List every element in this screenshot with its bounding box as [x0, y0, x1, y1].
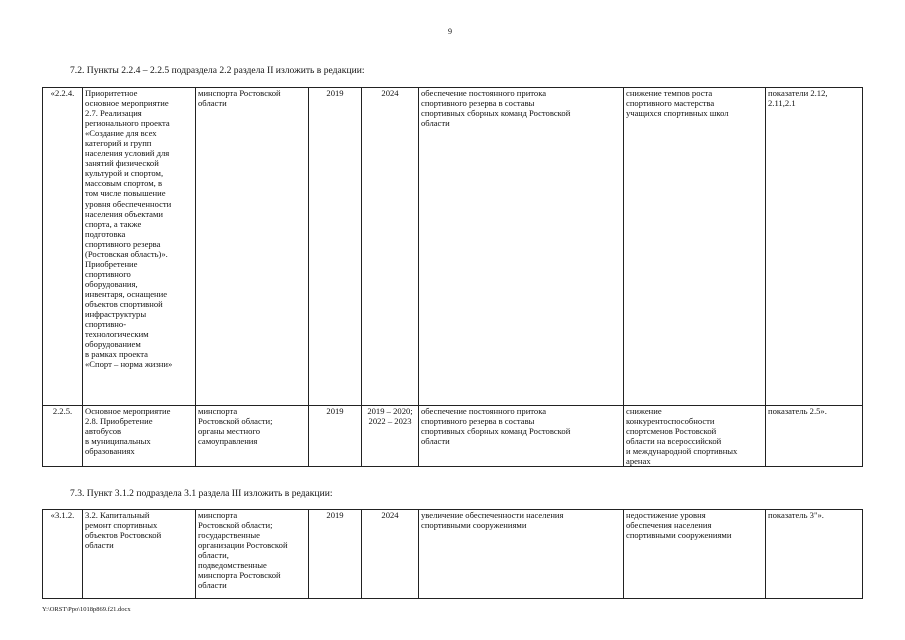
- section-heading: 7.2. Пункты 2.2.4 – 2.2.5 подраздела 2.2 раздела II изложить в редакции:: [70, 65, 365, 76]
- measure-name: Основное мероприятие 2.8. Приобретение автобусов в муниципальных образованиях: [83, 406, 196, 467]
- start-year: 2019: [309, 406, 362, 467]
- table-row: [43, 406, 863, 467]
- row-number: 2.2.5.: [43, 406, 83, 467]
- start-year: 2019: [309, 510, 362, 599]
- expected-result: обеспечение постоянного притока спортивного резерва в составы спортивных сборных команд Ростовской области: [419, 406, 624, 467]
- table-row: [43, 510, 863, 599]
- executor: минспорта Ростовской области; государственные организации Ростовской области, подведомственные минспорта Ростовской области: [196, 510, 309, 599]
- expected-result: увеличение обеспеченности населения спортивными сооружениями: [419, 510, 624, 599]
- file-path-footer: Y:\ORST\Ppo\1018p869.f21.docx: [42, 606, 131, 613]
- end-year: 2019 – 2020; 2022 – 2023: [362, 406, 419, 467]
- executor: минспорта Ростовской области; органы местного самоуправления: [196, 406, 309, 467]
- table-row: [43, 88, 863, 406]
- end-year: 2024: [362, 510, 419, 599]
- measure-name: Приоритетное основное мероприятие 2.7. Реализация регионального проекта «Создание для всех категорий и групп населения условий для занятий физической культурой и спортом, массовым спортом, в том числе повышение уровня обеспеченности населения объектами спорта, а также подготовка спортивного резерва (Ростовская область)». Приобретение спортивного оборудования, инвентаря, оснащение объектов спортивной инфраструктуры спортивно- технологическим оборудованием в рамках проекта «Спорт – норма жизни»: [83, 88, 196, 406]
- start-year: 2019: [309, 88, 362, 406]
- non-implementation-consequence: снижение конкурентоспособности спортсменов Ростовской области на всероссийской и международной спортивных аренах: [624, 406, 766, 467]
- row-number: «2.2.4.: [43, 88, 83, 406]
- page-number: 9: [448, 27, 452, 36]
- end-year: 2024: [362, 88, 419, 406]
- expected-result: обеспечение постоянного притока спортивного резерва в составы спортивных сборных команд Ростовской области: [419, 88, 624, 406]
- measures-table: [42, 509, 863, 599]
- measures-table: [42, 87, 863, 467]
- indicator-link: показатель 2.5».: [766, 406, 863, 467]
- executor: минспорта Ростовской области: [196, 88, 309, 406]
- indicator-link: показатель 3"».: [766, 510, 863, 599]
- row-number: «3.1.2.: [43, 510, 83, 599]
- section-heading: 7.3. Пункт 3.1.2 подраздела 3.1 раздела III изложить в редакции:: [70, 488, 333, 499]
- indicator-link: показатели 2.12, 2.11,2.1: [766, 88, 863, 406]
- non-implementation-consequence: снижение темпов роста спортивного мастерства учащихся спортивных школ: [624, 88, 766, 406]
- non-implementation-consequence: недостижение уровня обеспечения населения спортивными сооружениями: [624, 510, 766, 599]
- measure-name: 3.2. Капитальный ремонт спортивных объектов Ростовской области: [83, 510, 196, 599]
